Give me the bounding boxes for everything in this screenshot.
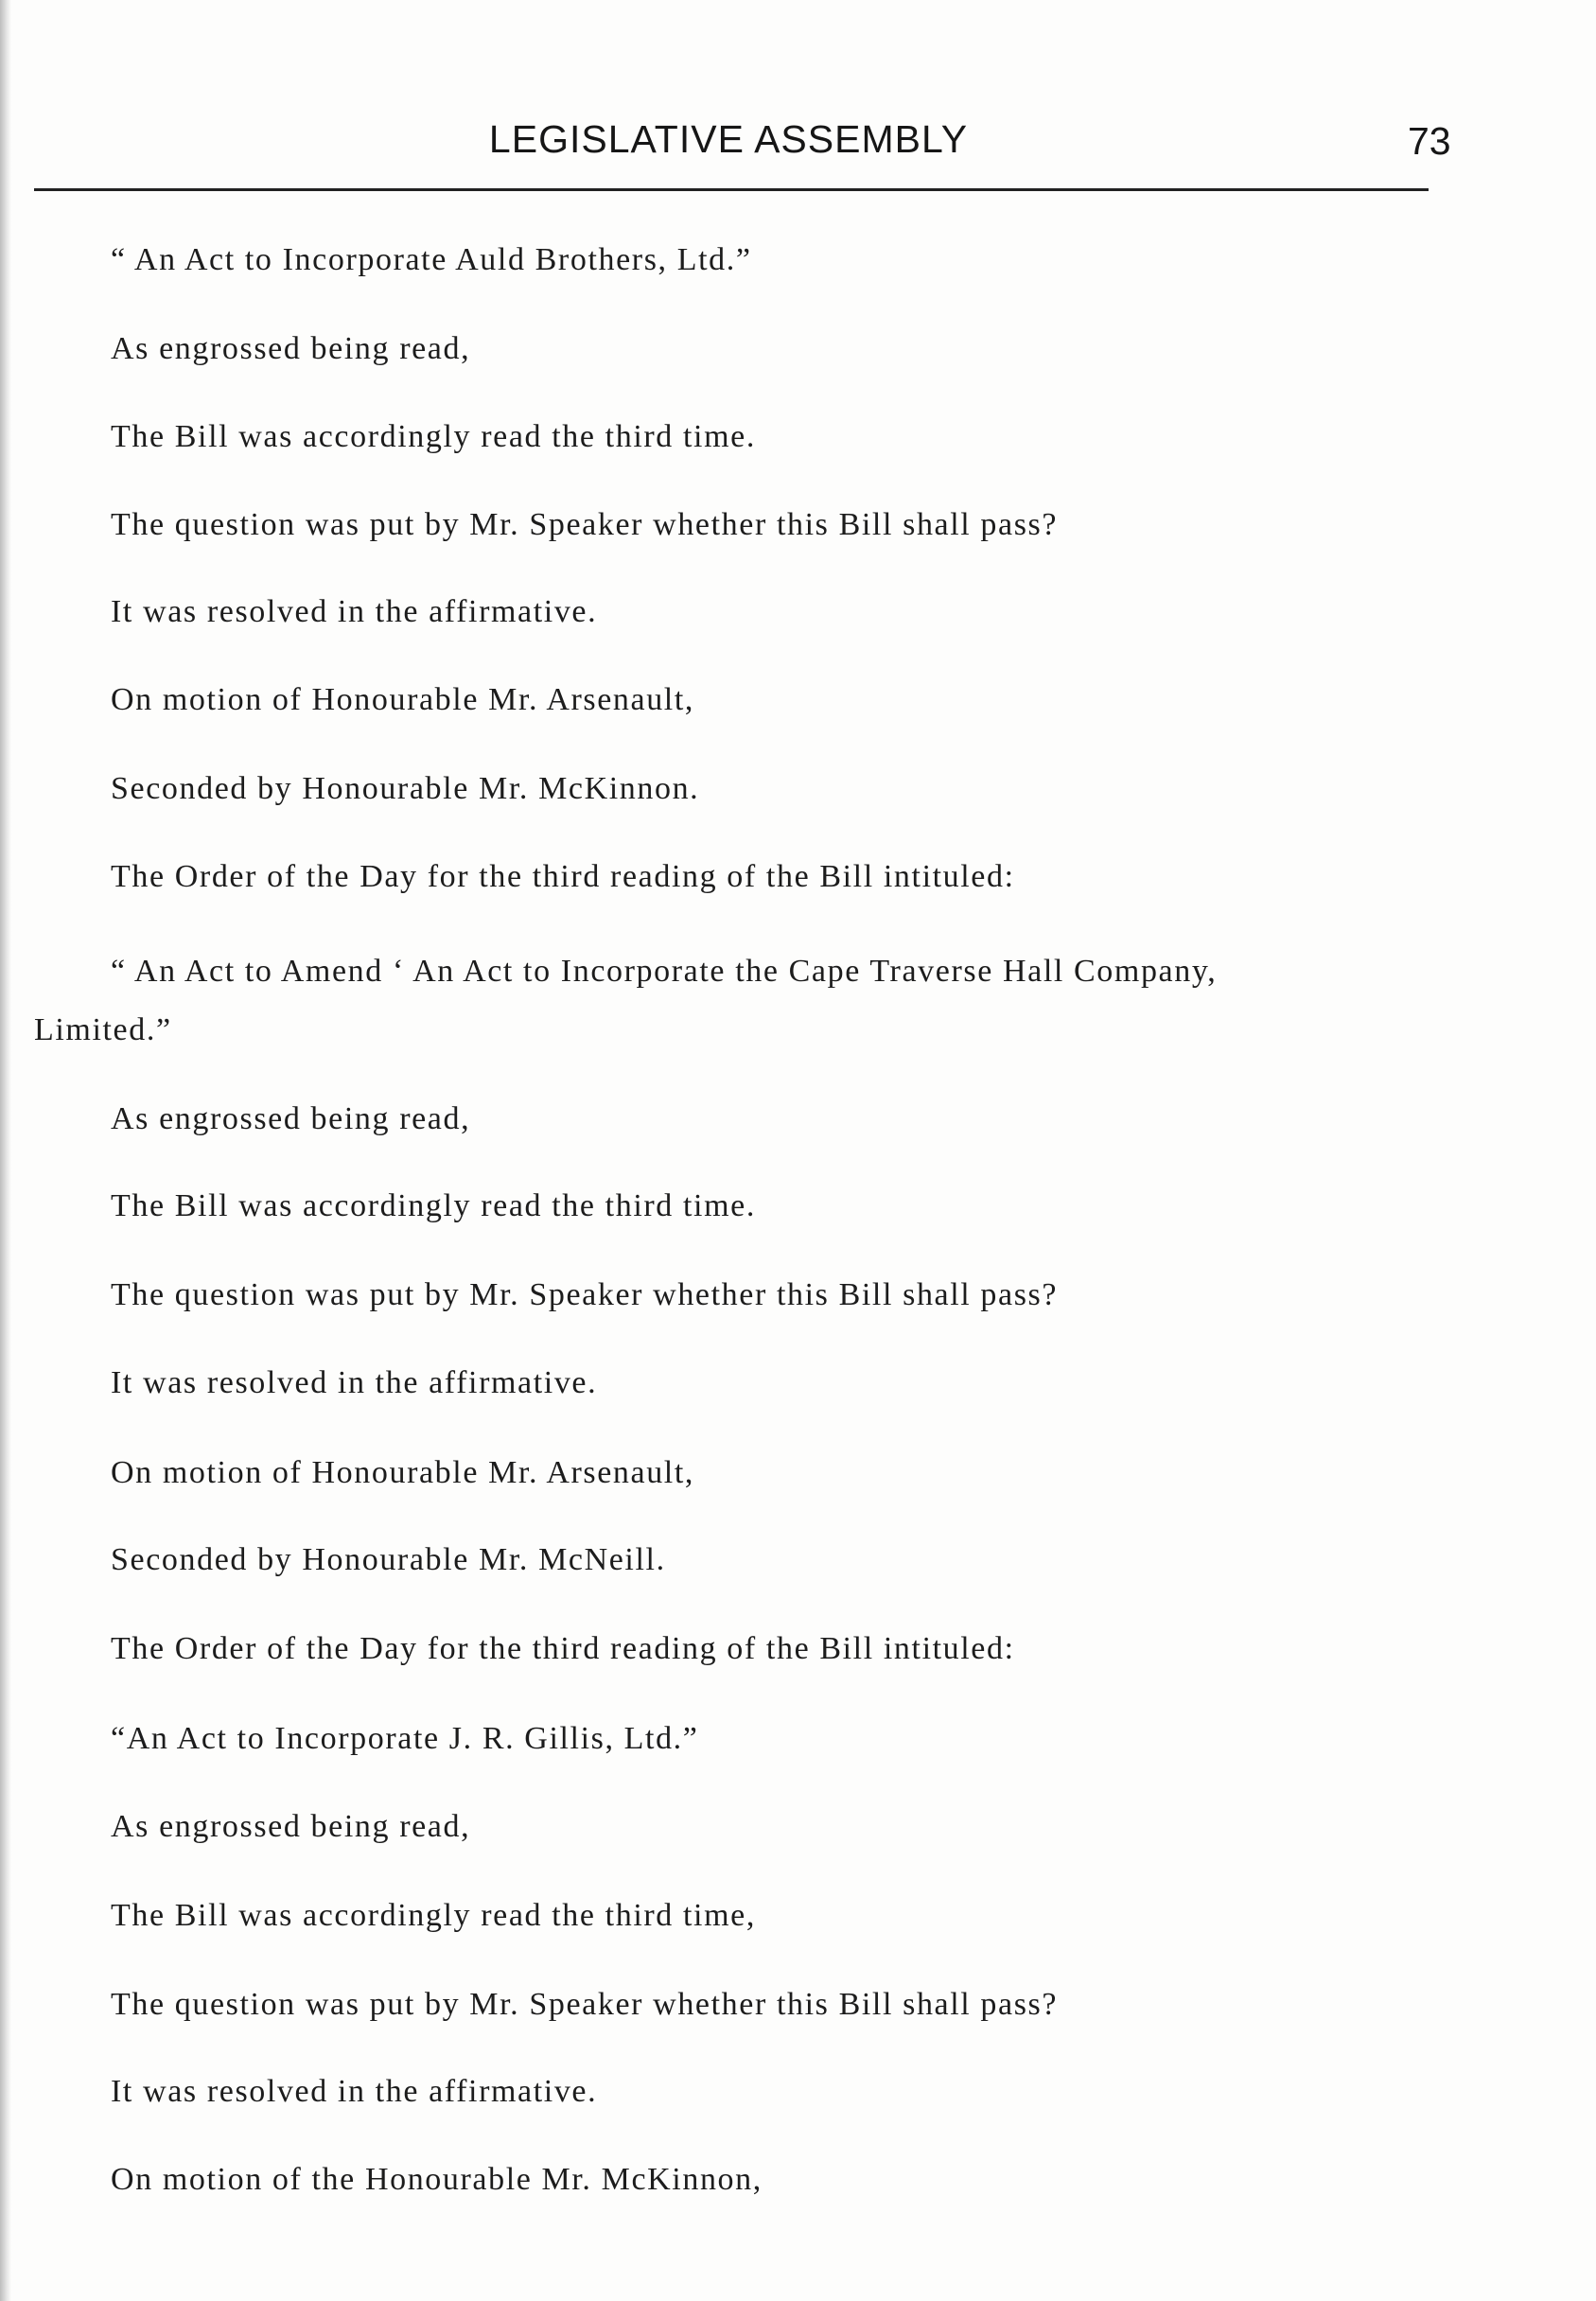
paragraph-line: Limited.” — [34, 1012, 172, 1047]
paragraph-line: As engrossed being read, — [111, 331, 471, 366]
paragraph-line: It was resolved in the affirmative. — [111, 2074, 598, 2109]
paragraph-line: As engrossed being read, — [111, 1809, 471, 1844]
paragraph-line: Seconded by Honourable Mr. McKinnon. — [111, 771, 700, 806]
paragraph-line: “ An Act to Incorporate Auld Brothers, Ltd.” — [111, 242, 752, 277]
header-rule — [34, 188, 1429, 191]
paragraph-line: The question was put by Mr. Speaker whether this Bill shall pass? — [111, 1277, 1059, 1312]
paragraph-line: On motion of Honourable Mr. Arsenault, — [111, 682, 695, 717]
paragraph-line: On motion of Honourable Mr. Arsenault, — [111, 1455, 695, 1490]
running-title: LEGISLATIVE ASSEMBLY — [488, 117, 969, 161]
paragraph-line: On motion of the Honourable Mr. McKinnon, — [111, 2162, 763, 2197]
page-number: 73 — [1408, 119, 1451, 163]
paragraph-line: The question was put by Mr. Speaker whether this Bill shall pass? — [111, 507, 1059, 542]
paragraph-line: The question was put by Mr. Speaker whether this Bill shall pass? — [111, 1987, 1059, 2022]
paragraph-line: The Order of the Day for the third reading of the Bill intituled: — [111, 1631, 1015, 1666]
page-header — [0, 117, 1596, 174]
paragraph-line: The Bill was accordingly read the third time. — [111, 419, 756, 454]
paragraph-line: As engrossed being read, — [111, 1101, 471, 1136]
paragraph-line: “An Act to Incorporate J. R. Gillis, Ltd.” — [111, 1721, 699, 1756]
paragraph-line: “ An Act to Amend ‘ An Act to Incorporate the Cape Traverse Hall Company, — [111, 954, 1218, 989]
paragraph-line: It was resolved in the affirmative. — [111, 1365, 598, 1400]
paragraph-line: It was resolved in the affirmative. — [111, 594, 598, 629]
scan-edge-shadow — [0, 0, 11, 2301]
paragraph-line: The Bill was accordingly read the third time. — [111, 1188, 756, 1223]
paragraph-line: Seconded by Honourable Mr. McNeill. — [111, 1542, 666, 1577]
paragraph-line: The Bill was accordingly read the third time, — [111, 1898, 756, 1933]
paragraph-line: The Order of the Day for the third reading of the Bill intituled: — [111, 859, 1015, 894]
